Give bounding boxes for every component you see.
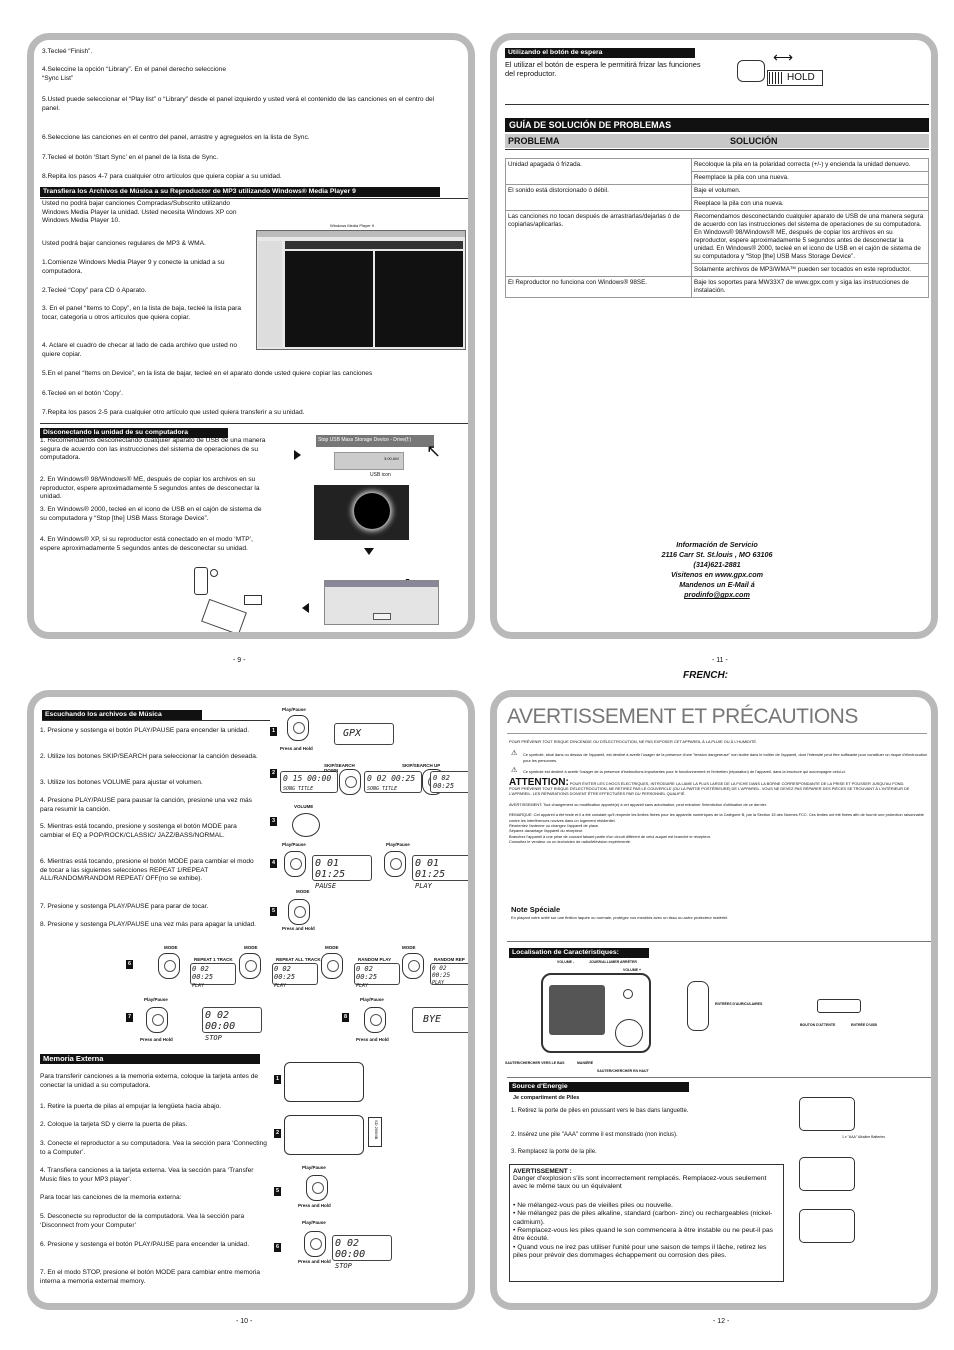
play-pause-label: Play/Pause: [302, 1165, 326, 1170]
player-back-illustration: [284, 1062, 364, 1102]
piles-step-1: 1. Retirez la porte de piles en poussant vers le bas dans languette.: [511, 1108, 689, 1114]
lcd-time: 0 15 00:00: [283, 774, 332, 783]
warning-title: AVERTISSEMENT ET PRÉCAUTIONS: [507, 705, 858, 728]
avertissement-box: [509, 1164, 784, 1282]
table-row: [506, 277, 929, 298]
random-rep-label: RANDOM REP: [434, 957, 465, 962]
battery-close-illustration: [799, 1209, 855, 1243]
music-step-3: 3. Utilize los botones VOLUME para ajustar el volumen.: [40, 779, 203, 786]
press-hold-label: Press and Hold: [298, 1203, 331, 1208]
music-step-1: 1. Presione y sostenga el botón PLAY/PAUSE para encender la unidad.: [40, 727, 250, 734]
avert-bullet: • Quand vous ne irez pas utiliser l'unité pour une saison de temps il lâche, retirez les piles pour prévoir des dommages échappement ou corrosion des piles.: [513, 1243, 767, 1260]
press-hold-label: Press and Hold: [140, 1037, 173, 1042]
usb-stop-popup: Stop USB Mass Storage Device - Drive(f:): [316, 435, 434, 447]
player-disconnect-illustration: [194, 555, 274, 635]
page-number: - 12 -: [713, 1318, 730, 1325]
label-volume-minus: VOLUME -: [557, 960, 575, 964]
service-web: Visitenos en www.gpx.com: [670, 570, 764, 579]
attention-text: POUR ÉVITER LES CHOCS ÉLECTRIQUES, INTRODUIRE LA LAME LA PLUS LARGE DE LA FICHE DANS LA BORNE CORRESPONDANTE DE LA PRISE ET POUSSER JUSQU'AU FOND.: [569, 780, 905, 786]
player-side-illustration: [687, 981, 709, 1031]
fcc-bullet: Réorientez l'antenne ou changez l'appareil de place.: [509, 823, 600, 829]
lcd-time: 0 01 01:25: [415, 858, 446, 880]
ext-memory-header: Memoria Externa: [40, 1054, 260, 1064]
warn-voltage-text: Ce symbole, situé dans ou dessus de l'appareil, est destiné à avertir l'usager de la présence d'une "tension dangereuse" non isolée dans le boîtier de l'appareil, dont l'intensité peut être suffisante pour constituer un risque d'électrocution pour les personnes.: [523, 752, 928, 763]
volume-label: VOLUME: [294, 804, 314, 809]
service-email-link[interactable]: prodinfo@gpx.com: [684, 590, 750, 599]
hold-text: El utilizar el botón de espera le permitirá frizar las funciones del reproductor.: [505, 60, 701, 79]
ext-step-1: 1. Retire la puerta de pilas al empujar la lengüeta hacia abajo.: [40, 1103, 222, 1110]
play-pause-label: Play/Pause: [360, 997, 384, 1002]
lcd-time: 0 02 00:25: [356, 965, 378, 981]
step-badge: 8: [343, 1014, 348, 1020]
lcd-status: PLAY: [274, 983, 287, 989]
mode-label: MODE: [164, 945, 178, 950]
lcd-time: 0 02 00:25: [433, 774, 455, 790]
wmp9-step-6: 6.Tecleé en el botón ‘Copy’.: [42, 390, 124, 397]
lcd-display: [430, 771, 472, 793]
warn-rain: POUR PRÉVENIR TOUT RISQUE D'INCENDIE OU D'ÉLECTROCUTION, NE PAS EXPOSER CET APPAREIL À LA PLUIE OU À L'HUMIDITÉ.: [509, 739, 758, 744]
wmp9-step-7: 7.Repita los pasos 2-5 para cualquier otro artículo que usted quiera transferir a su unidad.: [42, 409, 305, 416]
disconnect-step-2: 2. En Windows® 98/Windows® ME, después de copiar los archivos en su reproductor, espere aproximadamente 5 segundos antes de desconectar la unidad.: [40, 476, 260, 501]
avert-text: Danger d'explosion s'ils sont incorrectement remplacés. Remplacez-vous seulement avec le même taux ou un équivalent: [513, 1175, 767, 1191]
lcd-display: [364, 771, 422, 793]
avert-modification: AVERTISSEMENT: Tout changement ou modification apporté(e) à cet appareil sans autorisation, peut entraîner l'interdiction d'utilisation de ce dernier.: [509, 801, 767, 807]
divider: [507, 733, 927, 734]
usb-icon-label: USB icon: [370, 472, 391, 478]
avert-bullet: • Ne mélangez pas de piles alkaline, standard (carbon- zinc) ou rechargeables (nickel-cadmium).: [513, 1210, 773, 1226]
label-maniere: MANIÈRE: [577, 1061, 594, 1065]
mode-label: MODE: [244, 945, 258, 950]
attention-text-2: POUR PRÉVENIR TOUT RISQUE D'ÉLECTROCUTION, NE RETIREZ PAS LE COUVERCLE (OU LA PARTIE POSTÉRIEURE) DE L'APPAREIL. VOUS NE DEVEZ PAS RÉPARER DES PIÈCES SE TROUVANT À L'INTÉRIEUR DE L'APPAREIL. LES RÉPARATIONS DOIVENT ÊTRE EFFECTUÉES PAR DU PERSONNEL QUALIFIÉ.: [509, 786, 910, 797]
lcd-time: 0 02 00:25: [367, 774, 416, 783]
ext-step-5: 5. Desconecte su reproductor de la computadora. Vea la sección para ‘Disconnect from your Computer’: [40, 1213, 245, 1229]
wmp9-step-1: 1.Comienze Windows Media Player 9 y conecte la unidad a su computadora.: [42, 259, 225, 275]
label-sauter-bas: SAUTER/CHERCHER VERS LE BAS: [505, 1061, 565, 1065]
system-tray: [334, 452, 404, 470]
step-badge: 5: [271, 908, 276, 914]
wmp9-header: Transfiera los Archivos de Música a su Reproductor de MP3 utilizando Windows® Media Player 9: [40, 187, 440, 197]
random-label: RANDOM PLAY: [358, 957, 392, 962]
battery-insert-illustration: [799, 1157, 855, 1191]
hand-icon: [339, 769, 361, 795]
divider: [40, 423, 470, 424]
wmp-caption: Windows Media Player 9: [330, 223, 375, 228]
col-solution: SOLUCIÓN: [730, 136, 778, 146]
source-header: Source d'Energie: [509, 1082, 689, 1092]
double-arrow-icon: ⟷: [773, 49, 794, 65]
piles-step-3: 3. Remplacez la porte de la pile.: [511, 1149, 597, 1155]
label-volume-plus: VOLUME +: [623, 968, 641, 972]
lcd-display: GPX: [334, 723, 394, 745]
lcd-time: 0 02 00:25: [432, 965, 451, 979]
repeat1-label: REPEAT 1 TRACK: [194, 957, 233, 962]
play-pause-label: Play/Pause: [282, 842, 306, 847]
play-pause-label: Play/Pause: [302, 1220, 326, 1225]
lcd-status: PAUSE: [315, 882, 337, 890]
hold-label: HOLD: [787, 72, 815, 83]
solution-cell: Recoloque la pila en la polaridad correcta (+/-) y encienda la unidad denuevo.: [692, 159, 929, 172]
hand-icon: [287, 715, 309, 741]
hold-switch-illustration: [737, 48, 827, 98]
disconnect-header: Disconectando la unidad de su computadora: [40, 428, 228, 438]
fcc-bullet: Consultez le vendeur ou un technicien de radio/télévision expérimenté.: [509, 839, 631, 845]
attention-label: ATTENTION:: [509, 776, 569, 788]
ext-step-3: 3. Conecte el reproductor a su computadora. Vea la sección para ‘Connecting to a Computer’.: [40, 1140, 267, 1156]
step-badge: 1: [271, 728, 276, 734]
hand-icon: [239, 953, 261, 979]
lcd-status: STOP: [205, 1034, 222, 1042]
hand-icon: [402, 953, 424, 979]
step-5: 5.Usted puede seleccionar el “Play list” o “Library” desde el panel izquierdo y usted verá el contenido de las canciones en el centro del panel.: [42, 96, 435, 112]
lcd-time: 0 01 01:25: [315, 858, 346, 880]
service-address: 2116 Carr St. St.louis , MO 63106: [661, 550, 773, 559]
music-step-2: 2. Utilize los botones SKIP/SEARCH para seleccionar la canción deseada.: [40, 753, 258, 760]
warn-instructions-text: Ce symbole est destiné à avertir l'usager de la présence d'instructions importantes pour le fonctionnement et l'entretien (réparation) de l'appareil, dans la brochure qui accompagne celui-ci.: [523, 769, 846, 775]
divider: [40, 198, 470, 199]
solution-cell: Solamente archivos de MP3/WMA™ pueden ser tocados en este reproductor.: [692, 264, 929, 277]
label-jouer: JOUER/ALLUMER ARRÊTER: [589, 960, 637, 964]
step-badge: 3: [271, 818, 276, 824]
wmp9-step-5: 5.En el panel “Items on Device”, en la lista de bajar, tecleé en el aparato donde usted quiere copiar las canciones: [42, 370, 373, 377]
label-bouton: BOUTON D'ATTENTE: [800, 1023, 836, 1027]
page-9-panel: [27, 33, 475, 639]
lcd-time: 0 02 00:25: [274, 965, 296, 981]
step-badge: 4: [271, 860, 276, 866]
divider: [505, 149, 929, 150]
step-7: 7.Tecleé el botón ‘Start Sync’ en el panel de la lista de Sync.: [42, 154, 219, 161]
label-entrees: ENTRÉES D'AURICULAIRES: [715, 1002, 763, 1006]
lcd-display: [430, 963, 470, 985]
lcd-status: PLAY: [356, 983, 369, 989]
lcd-display: [280, 771, 338, 793]
cursor-icon: ↖: [426, 441, 442, 461]
problem-cell: Las canciones no tocan después de arrastrarlas/dejarlas ó de copiarlas/aplicarlas.: [506, 211, 692, 277]
hand-icon: [364, 1007, 386, 1033]
lcd-display: [354, 963, 400, 989]
problem-cell: Unidad apagada ó frizada.: [506, 159, 692, 185]
arrow-down-icon: [364, 548, 374, 555]
mode-label: MODE: [296, 889, 310, 894]
location-header: Localisation de Caractéristiques:: [509, 948, 649, 958]
note-text: En plaçant votre unité sur une finition laquée ou normale, protégez vos meubles avec un tissu ou autre protecteur matériel.: [511, 915, 729, 920]
page-number: - 10 -: [236, 1318, 253, 1325]
step-8: 8.Repita los pasos 4-7 para cualquier otro artículos que quiera copiar a su unidad.: [42, 173, 282, 180]
ext-intro: Para transferir canciones a la memoria externa, coloque la tarjeta antes de conectar la unidad a su computadora.: [40, 1073, 259, 1089]
solution-cell: Baje los soportes para MW33X7 de www.gpx.com y siga las instrucciones de instalación.: [692, 277, 929, 298]
hold-header: Utilizando el botón de espera: [505, 48, 695, 58]
warn-instructions: [509, 769, 929, 774]
step-badge: 2: [275, 1130, 280, 1136]
table-row: [506, 211, 929, 264]
disconnect-step-4: 4. En Windows® XP, si su reproductor está conectado en el modo ‘MTP’, espere aproximadamente 5 segundos antes de desconectar su unidad.: [40, 536, 253, 552]
play-pause-label: Play/Pause: [144, 997, 168, 1002]
volume-dial-icon: [292, 813, 320, 837]
col-problem: PROBLEMA: [508, 136, 560, 146]
divider: [507, 1077, 931, 1078]
aaa-label: 1 x "AAA" Alkaline Batteries: [842, 1135, 885, 1139]
step-badge: 6: [275, 1244, 280, 1250]
press-hold-label: Press and Hold: [356, 1037, 389, 1042]
lcd-time: 0 02 00:00: [205, 1010, 236, 1032]
lcd-display: [332, 1235, 392, 1270]
wmp-screenshot: [256, 230, 466, 350]
play-pause-label: Play/Pause: [282, 707, 306, 712]
label-usb: ENTRÉE D'USB: [851, 1023, 877, 1027]
guide-col-header: [505, 134, 929, 148]
lcd-display: [412, 855, 472, 890]
wmp9-step-2: 2.Tecleé “Copy” para CD ó Aparato.: [42, 287, 147, 294]
hand-icon: [158, 953, 180, 979]
disconnect-step-1: 1. Recomendamos desconectando cualquier aparato de USB de una manera segura de acuerdo con las instrucciones del sistema de operaciones de su computadora.: [40, 437, 266, 462]
wmp9-intro2: Usted podrá bajar canciones regulares de MP3 & WMA.: [42, 240, 206, 247]
lcd-status: PLAY: [192, 983, 205, 989]
player-front-illustration: [541, 973, 651, 1053]
music-step-7: 7. Presione y sostenga PLAY/PAUSE para parar de tocar.: [40, 903, 209, 910]
tray-clock: 3:00 AM: [384, 456, 399, 461]
dialog-screenshot: [324, 580, 439, 625]
divider: [42, 720, 270, 721]
play-pause-label: Play/Pause: [386, 842, 410, 847]
mode-label: MODE: [402, 945, 416, 950]
lcd-display: [312, 855, 372, 890]
lcd-song: SONG TITLE: [283, 786, 314, 792]
lcd-time: 0 02 00:25: [192, 965, 214, 981]
music-step-8: 8. Presione y sostenga PLAY/PAUSE una vez más para apagar la unidad.: [40, 921, 257, 928]
fcc-bullet: Séparez davantage l'appareil du récepteur.: [509, 828, 584, 834]
hand-icon: [146, 1007, 168, 1033]
step-badge: 5: [275, 1188, 280, 1194]
player-back-illustration: [284, 1115, 364, 1155]
solution-cell: Recomendamos desconectando cualquier aparato de USB de una manera segura de acuerdo con las instrucciones del sistema de operaciones de su computadora. En Windows® 98/Windows® ME, después de copiar los archivos en su reproductor, espere aproximadamente 5 segundos antes de desconectar la unidad. En Windows® 2000, tecleé en el icono de USB en el cajón de sistema de su computadora y “Stop [the] USB Mass Storage Device”.: [692, 211, 929, 264]
page-number: - 11 -: [712, 657, 728, 664]
ext-play-intro: Para tocar las canciones de la memoria externa:: [40, 1194, 182, 1201]
table-row: [506, 185, 929, 198]
hand-icon: [304, 1231, 326, 1257]
hand-icon: [284, 851, 306, 877]
press-hold-label: Press and Hold: [280, 746, 313, 751]
step-3: 3.Tecleé “Finish”.: [42, 48, 93, 55]
wmp9-step-3: 3. En el panel “Items to Copy”, en la lista de baja, tecleé la lista para tocar, categoria u otros artículos que quiera copiar.: [42, 305, 242, 321]
lcd-status: PLAY: [415, 882, 432, 890]
wmp9-intro: Usted no podrá bajar canciones Compradas/Subscrito utilizando Windows Media Player la unidad. Usted necesita Windows XP con Windows Media Player 10.: [42, 200, 237, 225]
service-title: Información de Servicio: [676, 540, 758, 549]
page-10-panel: [27, 690, 475, 1310]
lcd-display: [190, 963, 236, 989]
label-sauter-haut: SAUTER/CHERCHER EN HAUT: [597, 1069, 649, 1073]
fcc-bullet: Branchez l'appareil à une prise de courant faisant partie d'un circuit différent de celui auquel est branché le récepteur.: [509, 833, 711, 839]
avert-title: AVERTISSEMENT :: [513, 1168, 572, 1175]
desktop-screenshot: [314, 485, 409, 540]
troubleshooting-table: [505, 158, 929, 298]
hand-icon: [306, 1175, 328, 1201]
table-row: [506, 159, 929, 172]
hand-icon: [321, 953, 343, 979]
mode-label: MODE: [325, 945, 339, 950]
page-11-panel: [490, 33, 938, 639]
solution-cell: Reeplace la pila con una nueva.: [692, 198, 929, 211]
repeat-all-label: REPEAT ALL TRACK: [276, 957, 321, 962]
music-header: Escuchando los archivos de Música: [42, 710, 202, 720]
arrow-right-icon: [294, 450, 301, 460]
hand-icon: [384, 851, 406, 877]
step-badge: 7: [127, 1014, 132, 1020]
lcd-time: 0 02 00:00: [335, 1238, 366, 1260]
lcd-status: STOP: [335, 1262, 352, 1270]
piles-title: Je compartiment de Piles: [513, 1095, 580, 1101]
player-top-illustration: [817, 999, 861, 1013]
arrow-left-icon: [302, 603, 309, 613]
solution-cell: Reemplace la pila con una nueva.: [692, 172, 929, 185]
piles-step-2: 2. Insérez une pile "AAA" comme il est monstrado (non inclus).: [511, 1132, 678, 1138]
warning-triangle-icon: ⚠: [511, 767, 518, 775]
sd-card-label: SD 256MB: [368, 1117, 382, 1147]
remarque: REMARQUE: Cet appareil a été testé et il a été constaté qu'il respecte les limites fixées pour les appareils numériques de la Catégorie B, par la Section 15 des Normes FCC. Ces limites ont été fixées afin de fournir une protection raisonnable contre les interférences nocives dans un logement résidentiel.: [509, 812, 924, 823]
step-badge: 1: [275, 1076, 280, 1082]
lcd-song: SONG TITLE: [367, 786, 398, 792]
disconnect-step-3: 3. En Windows® 2000, tecleé en el icono de USB en el cajón de sistema de su computadora y “Stop [the] USB Mass Storage Device”.: [40, 506, 262, 522]
warn-voltage: [509, 752, 929, 763]
ext-step-6: 6. Presione y sostenga el botón PLAY/PAUSE para encender la unidad.: [40, 1241, 250, 1248]
step-badge: 6: [127, 961, 132, 967]
lcd-display: [272, 963, 318, 989]
guide-title: GUÍA DE SOLUCIÓN DE PROBLEMAS: [505, 118, 929, 132]
warning-block: [509, 739, 929, 845]
skip-down-label: SKIP/SEARCH DOWN: [324, 763, 355, 773]
step-badge: 2: [271, 770, 276, 776]
service-phone: (314)621-2881: [693, 560, 741, 569]
lcd-status: PLAY: [432, 980, 445, 986]
warning-triangle-icon: ⚠: [511, 750, 518, 758]
skip-up-label: SKIP/SEARCH UP: [402, 763, 441, 768]
ext-step-4: 4. Transfiera canciones a la tarjeta externa. Vea la sección para ‘Transfer Music files to your MP3 player’.: [40, 1167, 254, 1183]
avert-bullet: • Remplacez-vous les piles quand le son commencera à être instable ou ne peut-il pas être écouté.: [513, 1227, 774, 1243]
ext-step-7: 7. En el modo STOP, presione el botón MODE para cambiar entre memoria interna a memoria external memory.: [40, 1269, 261, 1285]
press-hold-label: Press and Hold: [282, 926, 315, 931]
press-hold-label: Press and Hold: [298, 1259, 331, 1264]
avert-bullet: • Ne mélangez-vous pas de vieilles piles ou nouvelle.: [513, 1201, 673, 1209]
page-12-panel: [490, 690, 938, 1310]
battery-door-illustration: [799, 1097, 855, 1131]
lcd-display: [202, 1007, 262, 1042]
service-email-label: Mandenos un E-Mail á: [679, 580, 755, 589]
music-step-5: 5. Mientras está tocando, presione y sostenga el botón MODE para cambiar el EQ a POP/ROCK/CLASSIC/ JAZZ/BASS/NORMAL.: [40, 823, 237, 839]
step-6: 6.Seleccione las canciones en el centro del panel, arrastre y agreguelos en la lista de Sync.: [42, 134, 310, 141]
ext-step-2: 2. Coloque la tarjeta SD y cierre la puerta de pilas.: [40, 1121, 188, 1128]
service-info: [597, 540, 837, 600]
wmp9-step-4: 4. Aclare el cuadro de checar al lado de cada archivo que usted no quiere copiar.: [42, 342, 238, 358]
french-label: FRENCH:: [683, 670, 728, 681]
page-number: - 9 -: [233, 657, 246, 664]
problem-cell: El sonido está distorcionado ó débil.: [506, 185, 692, 211]
note-title: Note Spéciale: [511, 905, 561, 914]
music-step-4: 4. Presione PLAY/PAUSE para pausar la canción, presione una vez más para resumir la canción.: [40, 797, 252, 813]
music-step-6: 6. Mientras está tocando, presione el botón MODE para cambiar el modo de tocar a las siguientes selecciones REPEAT 1/REPEAT ALL/RANDOM/RANDOM REPEAT/ OFF(no se exhibe).: [40, 858, 254, 883]
hand-icon: [288, 899, 310, 925]
lcd-display: BYE: [412, 1007, 470, 1033]
divider: [507, 941, 931, 942]
step-4: 4.Seleccine la opción “Library”. En el panel derecho seleccione “Sync List”: [42, 66, 227, 82]
solution-cell: Baje el volumen.: [692, 185, 929, 198]
divider: [505, 104, 929, 105]
problem-cell: El Reproductor no funciona con Windows® 98SE.: [506, 277, 692, 298]
